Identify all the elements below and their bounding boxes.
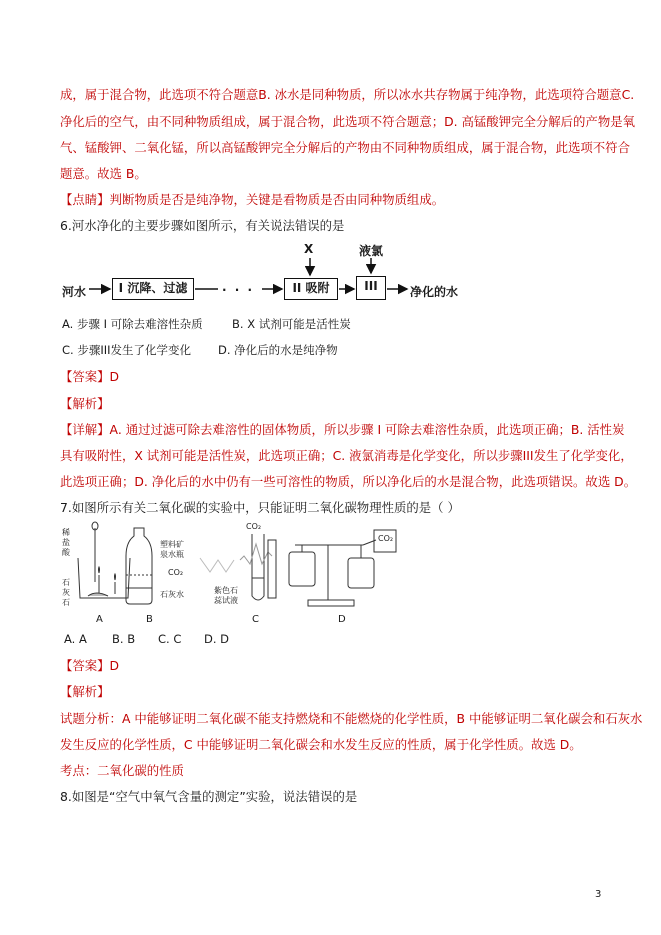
flow-step-3: III bbox=[356, 276, 386, 300]
q8-stem: 8.如图是“空气中氧气含量的测定”实验，说法错误的是 bbox=[60, 789, 358, 804]
fig-a-acid-3: 酸 bbox=[62, 548, 70, 557]
fig-c-co2: CO₂ bbox=[246, 522, 262, 531]
flow-dots: · · · bbox=[222, 283, 255, 297]
page-number: 3 bbox=[595, 889, 602, 900]
q6-detail-3: 此选项正确；D. 净化后的水中仍有一些可溶性的物质，所以净化后的水是混合物，此选项错误。故选 D。 bbox=[60, 474, 637, 489]
fig-c-litmus-1: 紫色石 bbox=[214, 586, 238, 595]
fig-b-bottle-1: 塑料矿 bbox=[160, 540, 184, 549]
q5-line-4: 题意。故选 B。 bbox=[60, 166, 147, 181]
fig-a-stone-2: 灰 bbox=[62, 588, 70, 597]
fig-b-co2: CO₂ bbox=[168, 568, 184, 577]
q7-option-b: B. B bbox=[112, 632, 136, 646]
q6-detail-2: 具有吸附性，X 试剂可能是活性炭，此选项正确；C. 液氯消毒是化学变化，所以步骤III发生了化学变化， bbox=[60, 448, 633, 463]
fig-c-litmus-2: 蕊试液 bbox=[214, 596, 238, 605]
q6-detail-1: 【详解】A. 通过过滤可除去难溶性的固体物质，所以步骤 I 可除去难溶性杂质，此选项正确；B. 活性炭 bbox=[60, 422, 625, 437]
q7-option-d: D. D bbox=[204, 632, 230, 646]
q6-option-c: C. 步骤III发生了化学变化 bbox=[62, 343, 192, 357]
flow-step-2: II 吸附 bbox=[284, 278, 338, 300]
fig-caption-a: A bbox=[96, 614, 103, 625]
fig-b-limewater: 石灰水 bbox=[160, 590, 184, 599]
q7-analysis-label: 【解析】 bbox=[60, 684, 110, 699]
flow-arrows bbox=[0, 0, 661, 320]
q7-analysis-2: 发生反应的化学性质，C 中能够证明二氧化碳会和水发生反应的性质，属于化学性质。故选 D。 bbox=[60, 737, 582, 752]
q6-answer: 【答案】D bbox=[60, 369, 120, 384]
q6-analysis-label: 【解析】 bbox=[60, 396, 110, 411]
q5-tip: 【点睛】判断物质是否是纯净物，关键是看物质是否由同种物质组成。 bbox=[60, 192, 445, 207]
fig-d-co2: CO₂ bbox=[378, 534, 394, 543]
q7-option-a: A. A bbox=[64, 632, 87, 646]
q7-knowledge-point: 考点：二氧化碳的性质 bbox=[60, 763, 184, 778]
fig-caption-c: C bbox=[252, 614, 259, 625]
flow-input-label: 河水 bbox=[62, 285, 87, 299]
q5-line-2: 净化后的空气，由不同种物质组成，属于混合物，此选项不符合题意；D. 高锰酸钾完全分解后的产物是氧 bbox=[60, 114, 635, 129]
q7-answer: 【答案】D bbox=[60, 658, 120, 673]
fig-a-acid-2: 盐 bbox=[62, 538, 70, 547]
q6-stem: 6.河水净化的主要步骤如图所示，有关说法错误的是 bbox=[60, 218, 345, 233]
fig-a-stone-3: 石 bbox=[62, 598, 70, 607]
q7-analysis-1: 试题分析：A 中能够证明二氧化碳不能支持燃烧和不能燃烧的化学性质，B 中能够证明二氧化碳会和石灰水 bbox=[60, 711, 643, 726]
q7-stem: 7.如图所示有关二氧化碳的实验中，只能证明二氧化碳物理性质的是（ ） bbox=[60, 500, 460, 515]
fig-caption-b: B bbox=[146, 614, 153, 625]
q6-option-b: B. X 试剂可能是活性炭 bbox=[232, 317, 351, 331]
flow-reagent-chlorine: 液氯 bbox=[359, 244, 384, 258]
q5-line-3: 气、锰酸钾、二氧化锰，所以高锰酸钾完全分解后的产物由不同种物质组成，属于混合物，此选项不符合 bbox=[60, 140, 630, 155]
q6-option-d: D. 净化后的水是纯净物 bbox=[218, 343, 338, 357]
fig-a-stone-1: 石 bbox=[62, 578, 70, 587]
fig-caption-d: D bbox=[338, 614, 346, 625]
q5-line-1: 成，属于混合物，此选项不符合题意B. 冰水是同种物质，所以冰水共存物属于纯净物，此选项符合题意C. bbox=[60, 87, 635, 102]
q7-option-c: C. C bbox=[158, 632, 182, 646]
flow-reagent-x: X bbox=[304, 242, 314, 256]
flow-output-label: 净化的水 bbox=[410, 285, 459, 299]
flow-step-1: I 沉降、过滤 bbox=[112, 278, 194, 300]
fig-a-acid-1: 稀 bbox=[62, 528, 70, 537]
q6-option-a: A. 步骤 I 可除去难溶性杂质 bbox=[62, 317, 203, 331]
fig-b-bottle-2: 泉水瓶 bbox=[160, 550, 184, 559]
